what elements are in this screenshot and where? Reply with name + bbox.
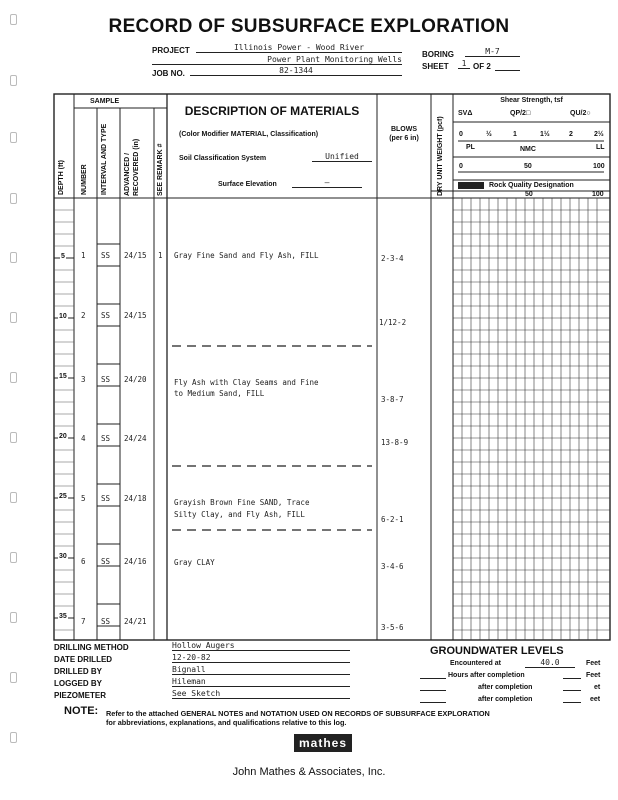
page-title: RECORD OF SUBSURFACE EXPLORATION: [108, 16, 510, 37]
blows-header: BLOWS: [390, 126, 418, 133]
blow-counts: 6-2-1: [381, 515, 404, 524]
depth-label-30: 30: [59, 553, 67, 560]
shear-tick-1: 1: [513, 131, 517, 138]
blow-counts: 3-4-6: [381, 562, 404, 571]
blows-unit: (per 6 in): [389, 135, 419, 142]
gw-feet-2: Feet: [586, 672, 601, 679]
material-description: Gray CLAY: [174, 558, 215, 567]
blow-counts: 2-3-4: [381, 254, 404, 263]
depth-label-25: 25: [59, 493, 67, 500]
interval-header: INTERVAL AND TYPE: [101, 123, 108, 195]
shear-tick-half: ½: [486, 131, 492, 138]
material-description: Grayish Brown Fine SAND, Trace: [174, 498, 310, 507]
sample-type: SS: [101, 494, 111, 503]
boring-label: BORING: [422, 50, 454, 59]
rqd-label: Rock Quality Designation: [489, 182, 574, 189]
logged-by-value: Hileman: [172, 677, 350, 687]
gw-encountered-value: 40.0: [525, 658, 575, 668]
drilling-method-label: DRILLING METHOD: [54, 643, 129, 652]
sample-type: SS: [101, 434, 111, 443]
sample-number: 5: [81, 494, 86, 503]
sample-number: 2: [81, 311, 86, 320]
surface-elevation-label: Surface Elevation: [218, 181, 277, 188]
sample-type: SS: [101, 375, 111, 384]
ll-label: LL: [596, 144, 605, 151]
depth-label-10: 10: [59, 313, 67, 320]
advanced-header: ADVANCED / RECOVERED (in): [124, 138, 140, 196]
job-label: JOB NO.: [152, 69, 185, 78]
material-description: Fly Ash with Clay Seams and Fine: [174, 378, 319, 387]
boring-value: M-7: [465, 47, 520, 57]
piezometer-value: See Sketch: [172, 689, 350, 699]
sample-number: 3: [81, 375, 86, 384]
sample-type: SS: [101, 557, 111, 566]
moisture-tick-100: 100: [593, 163, 605, 170]
sample-recovery: 24/18: [124, 494, 147, 503]
rqd-tick-100: 100: [592, 191, 604, 198]
moisture-tick-50: 50: [524, 163, 532, 170]
sample-recovery: 24/21: [124, 617, 147, 626]
sample-number: 7: [81, 617, 86, 626]
depth-header: DEPTH (ft): [58, 160, 65, 195]
dry-unit-weight-header: DRY UNIT WEIGHT (pcf): [437, 116, 444, 196]
material-description-cont: Silty Clay, and Fly Ash, FILL: [174, 510, 305, 519]
drilled-by-value: Bignall: [172, 665, 350, 675]
description-header: DESCRIPTION OF MATERIALS: [184, 104, 360, 118]
shear-strength-header: Shear Strength, tsf: [500, 97, 563, 104]
drilled-by-label: DRILLED BY: [54, 667, 102, 676]
job-number: 82-1344: [190, 66, 402, 76]
project-line-2: Power Plant Monitoring Wells: [152, 55, 402, 65]
material-description-cont: to Medium Sand, FILL: [174, 389, 265, 398]
sample-type: SS: [101, 311, 111, 320]
shear-tick-0: 0: [459, 131, 463, 138]
note-line-1: Refer to the attached GENERAL NOTES and NOTATION USED ON RECORDS OF SUBSURFACE EXPLORATION: [106, 709, 490, 718]
company-name: John Mathes & Associates, Inc.: [232, 766, 386, 778]
blow-counts: 1/12-2: [379, 318, 407, 327]
project-line-1: Illinois Power - Wood River: [196, 43, 402, 53]
classification-system-value: Unified: [312, 152, 372, 162]
sample-number: 6: [81, 557, 86, 566]
shear-tick-2: 2: [569, 131, 573, 138]
gw-feet-1: Feet: [586, 660, 601, 667]
sheet-label: SHEET: [422, 62, 449, 71]
depth-label-5: 5: [61, 253, 65, 260]
drilling-method-value: Hollow Augers: [172, 641, 350, 651]
project-label: PROJECT: [152, 46, 190, 55]
sample-number: 4: [81, 434, 86, 443]
date-drilled-value: 12-20-82: [172, 653, 350, 663]
gw-feet-3: et: [594, 684, 601, 691]
qp-label: QP/2□: [510, 110, 531, 117]
sample-type: SS: [101, 617, 111, 626]
qu-label: QU/2○: [570, 110, 591, 117]
sample-remark: 1: [158, 251, 163, 260]
sample-recovery: 24/16: [124, 557, 147, 566]
sample-type: SS: [101, 251, 111, 260]
gw-after-1-label: after completion: [478, 684, 533, 691]
sample-header: SAMPLE: [90, 98, 120, 105]
remark-header: SEE REMARK #: [157, 143, 164, 196]
blow-counts: 13-8-9: [381, 438, 409, 447]
depth-label-15: 15: [59, 373, 67, 380]
gw-encountered-label: Encountered at: [450, 660, 501, 667]
groundwater-title: GROUNDWATER LEVELS: [430, 645, 564, 657]
nmc-label: NMC: [520, 146, 536, 153]
depth-label-20: 20: [59, 433, 67, 440]
depth-minor-ticks: [54, 210, 74, 630]
rqd-legend-swatch: [458, 182, 484, 189]
pl-label: PL: [466, 144, 475, 151]
shear-tick-1-half: 1½: [540, 131, 550, 138]
company-logo: mathes: [294, 734, 352, 752]
shear-tick-2-half: 2½: [594, 131, 604, 138]
sample-number: 1: [81, 251, 86, 260]
depth-label-35: 35: [59, 613, 67, 620]
sv-label: SVΔ: [458, 110, 473, 117]
logged-by-label: LOGGED BY: [54, 679, 103, 688]
sheet-of: OF 2: [473, 62, 491, 71]
sheet-value: 1: [458, 59, 470, 69]
gw-after-2-label: after completion: [478, 696, 533, 703]
blow-counts: 3-8-7: [381, 395, 404, 404]
surface-elevation-value: —: [292, 178, 362, 188]
piezometer-label: PIEZOMETER: [54, 691, 107, 700]
strength-plot-grid: [453, 198, 610, 640]
sample-recovery: 24/24: [124, 434, 147, 443]
gw-hours-label: Hours after completion: [448, 672, 525, 679]
number-header: NUMBER: [81, 164, 88, 195]
note-line-2: for abbreviations, explanations, and qualifications relative to this log.: [106, 718, 347, 727]
sample-recovery: 24/20: [124, 375, 147, 384]
sample-recovery: 24/15: [124, 251, 147, 260]
date-drilled-label: DATE DRILLED: [54, 655, 113, 664]
blow-counts: 3-5-6: [381, 623, 404, 632]
material-description: Gray Fine Sand and Fly Ash, FILL: [174, 251, 319, 260]
sample-recovery: 24/15: [124, 311, 147, 320]
rqd-tick-50: 50: [525, 191, 533, 198]
moisture-tick-0: 0: [459, 163, 463, 170]
note-label: NOTE:: [64, 705, 99, 717]
description-modifier: (Color Modifier MATERIAL, Classification): [179, 131, 319, 138]
classification-system-label: Soil Classification System: [179, 155, 267, 162]
gw-feet-4: eet: [590, 696, 601, 703]
